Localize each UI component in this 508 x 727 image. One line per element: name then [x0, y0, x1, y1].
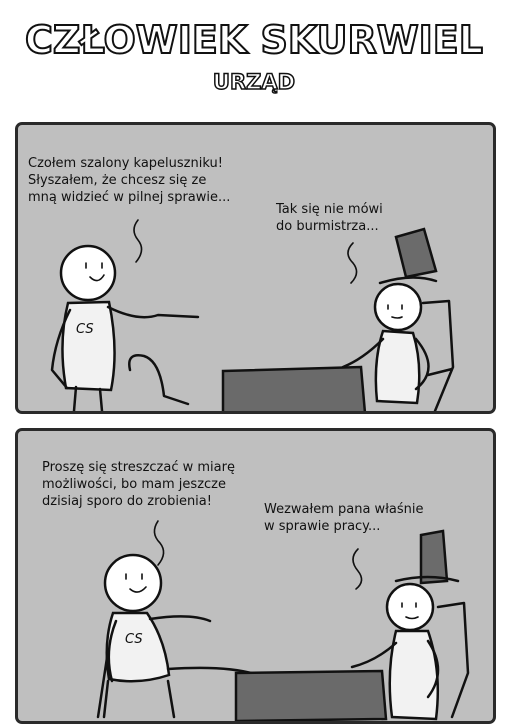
top-hat	[396, 229, 436, 277]
speech-bubble-cs: Czołem szalony kapeluszniku! Słyszałem, że chcesz się ze mną widzieć w pilnej sprawie...	[28, 156, 231, 205]
chair-mayor	[438, 603, 468, 717]
speech-tail-cs	[134, 220, 142, 262]
comic-title: CZŁOWIEK SKURWIEL	[25, 18, 483, 62]
shirt-logo: CS	[125, 632, 143, 647]
chair-cs	[129, 355, 188, 404]
desk	[236, 671, 386, 721]
speech-tail-mayor	[353, 549, 362, 589]
panel-2-drawing	[18, 431, 493, 721]
panel-1-drawing	[18, 125, 493, 411]
cs-character	[52, 246, 198, 411]
speech-bubble-mayor: Wezwałem pana właśnie w sprawie pracy...	[264, 502, 424, 534]
speech-bubble-cs: Proszę się streszczać w miarę możliwości, bo mam jeszcze dzisiaj sporo do zrobienia!	[42, 460, 235, 509]
shirt-logo: CS	[76, 322, 94, 337]
top-hat	[421, 531, 447, 583]
speech-tail-cs	[154, 521, 163, 565]
desk	[223, 367, 365, 411]
comic-panel-2	[15, 428, 496, 724]
speech-tail-mayor	[348, 243, 357, 283]
comic-panel-1	[15, 122, 496, 414]
cs-character	[98, 555, 258, 717]
speech-bubble-mayor: Tak się nie mówi do burmistrza...	[276, 202, 383, 234]
comic-subtitle: URZĄD	[212, 70, 296, 94]
